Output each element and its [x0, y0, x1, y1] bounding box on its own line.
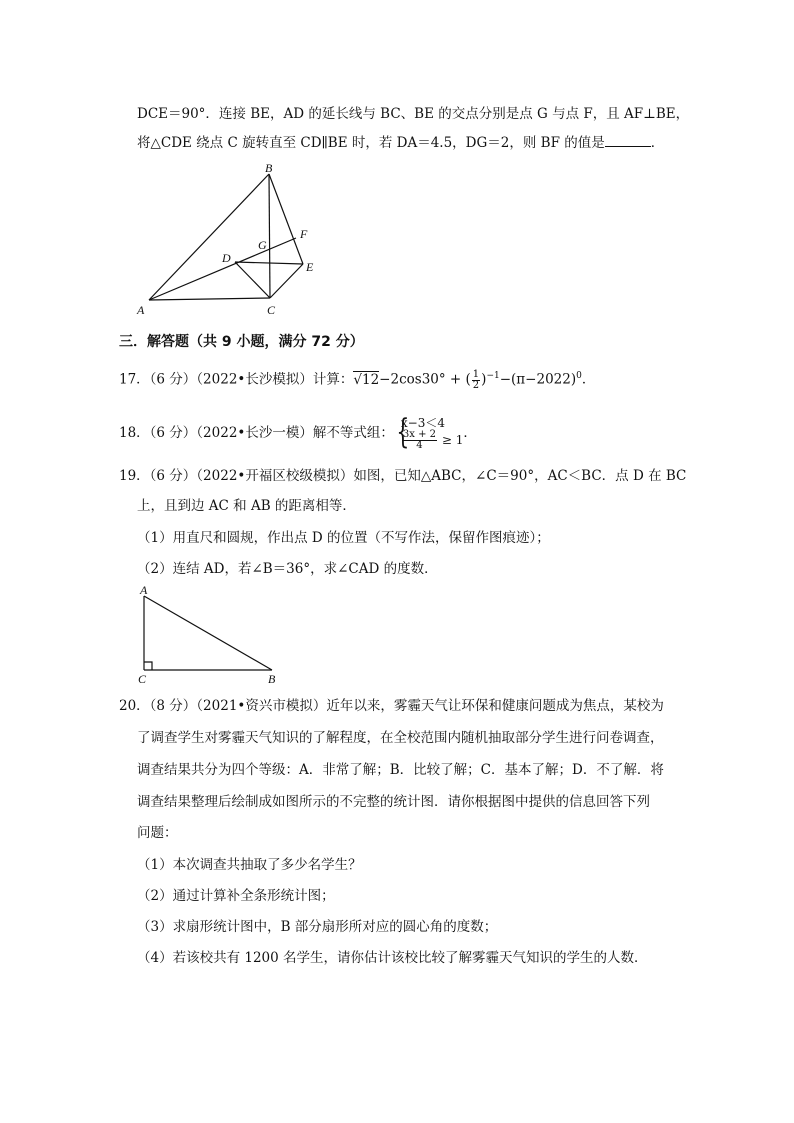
segment-AC [149, 298, 270, 300]
q18-row2-tail: ≥ 1 [441, 433, 464, 447]
q20-sub-4: （4）若该校共有 1200 名学生，请你估计该校比较了解雾霾天气知识的学生的人数． [137, 950, 648, 966]
q18-frac-num: 3x + 2 [402, 429, 436, 440]
answer-blank [605, 132, 651, 147]
q20-line-4: 调查结果整理后绘制成如图所示的不完整的统计图．请你根据图中提供的信息回答下列 [137, 794, 650, 810]
q20-line-1: 20．（8 分）（2021•资兴市模拟）近年以来，雾霾天气让环保和健康问题成为焦点，某校为 [119, 698, 664, 714]
q18-row1: { x−3＜4 [400, 416, 445, 430]
q19-sub-1: （1）用直尺和圆规，作出点 D 的位置（不写作法，保留作图痕迹）； [137, 530, 550, 546]
q16-line-1: DCE＝90°．连接 BE，AD 的延长线与 BC、BE 的交点分别是点 G 与点 F，且 AF⊥BE， [137, 106, 690, 122]
q20-sub-3: （3）求扇形统计图中，B 部分扇形所对应的圆心角的度数； [137, 919, 498, 935]
fig16-label-E: E [306, 260, 314, 274]
fig16-label-G: G [258, 238, 267, 252]
segment-AB [144, 596, 272, 670]
section-heading: 三．解答题（共 9 小题，满分 72 分） [119, 334, 364, 350]
segment-BC [269, 174, 270, 298]
fig16-label-B: B [265, 161, 273, 175]
q20-line-3: 调查结果共分为四个等级：A．非常了解；B．比较了解；C．基本了解；D．不了解．将 [137, 762, 664, 778]
q17-exp1: −1 [486, 371, 500, 381]
q17-tail: −(π−2022) [499, 371, 577, 388]
q20-line-2: 了调查学生对雾霾天气知识的了解程度，在全校范围内随机抽取部分学生进行问卷调查， [137, 730, 664, 746]
q17: 17．（6 分）（2022•长沙模拟）计算：√12−2cos30° + ( $\frac{1}{2}$ )$^{-1}-(\pi-2022)^0$． [119, 368, 596, 391]
right-angle-mark [144, 662, 152, 670]
fig16-label-A: A [137, 303, 145, 317]
segment-CE [270, 264, 303, 298]
q18-row2 [401, 430, 463, 451]
q18-prefix: 18．（6 分）（2022•长沙一模）解不等式组： [119, 425, 394, 441]
q17-sqrt: √12 [353, 371, 380, 388]
figure-q16-geometry [130, 160, 330, 320]
q19-line-2: 上，且到边 AC 和 AB 的距离相等． [137, 498, 356, 514]
q17-frac-den: 2 [472, 379, 480, 391]
segment-BE [269, 174, 303, 264]
segment-DC [235, 262, 270, 298]
fig16-label-F: F [300, 227, 308, 241]
q20-sub-2: （2）通过计算补全条形统计图； [137, 888, 335, 904]
q18-fraction [402, 430, 437, 451]
segment-AB [149, 174, 269, 300]
q17-mid: −2cos30° + ( [379, 371, 471, 388]
q18-end: ． [463, 425, 477, 441]
q17-exp2: 0 [576, 371, 582, 381]
q16-line-2 [137, 132, 664, 153]
q19-line-1: 19．（6 分）（2022•开福区校级模拟）如图，已知△ABC，∠C＝90°，AC＜BC．点 D 在 BC [119, 468, 687, 484]
fig16-label-D: D [222, 251, 231, 265]
q17-fraction [472, 370, 480, 391]
segment-AF [149, 238, 296, 300]
q18-inequality-system [394, 416, 463, 451]
fig19-label-A: A [140, 583, 148, 597]
fig19-label-C: C [138, 672, 147, 686]
q17-prefix: 17．（6 分）（2022•长沙模拟）计算： [119, 371, 354, 388]
figure-q19-triangle [132, 582, 282, 686]
q17-end: ． [581, 371, 596, 388]
q18-frac-den: 4 [416, 440, 423, 451]
q17-frac-num: 1 [472, 368, 480, 380]
q16-line-2-text: 将△CDE 绕点 C 旋转直至 CD∥BE 时，若 DA＝4.5，DG＝2，则 BF 的值是 [137, 135, 605, 151]
fig19-label-B: B [268, 672, 276, 686]
q20-line-5: 问题： [137, 825, 178, 841]
fig16-label-C: C [267, 303, 276, 317]
q16-line-2-end: ． [650, 135, 665, 151]
q18 [119, 416, 477, 451]
segment-DE [235, 262, 303, 264]
q19-sub-2: （2）连结 AD，若∠B＝36°，求∠CAD 的度数． [137, 561, 438, 577]
q20-sub-1: （1）本次调查共抽取了多少名学生？ [137, 857, 362, 873]
